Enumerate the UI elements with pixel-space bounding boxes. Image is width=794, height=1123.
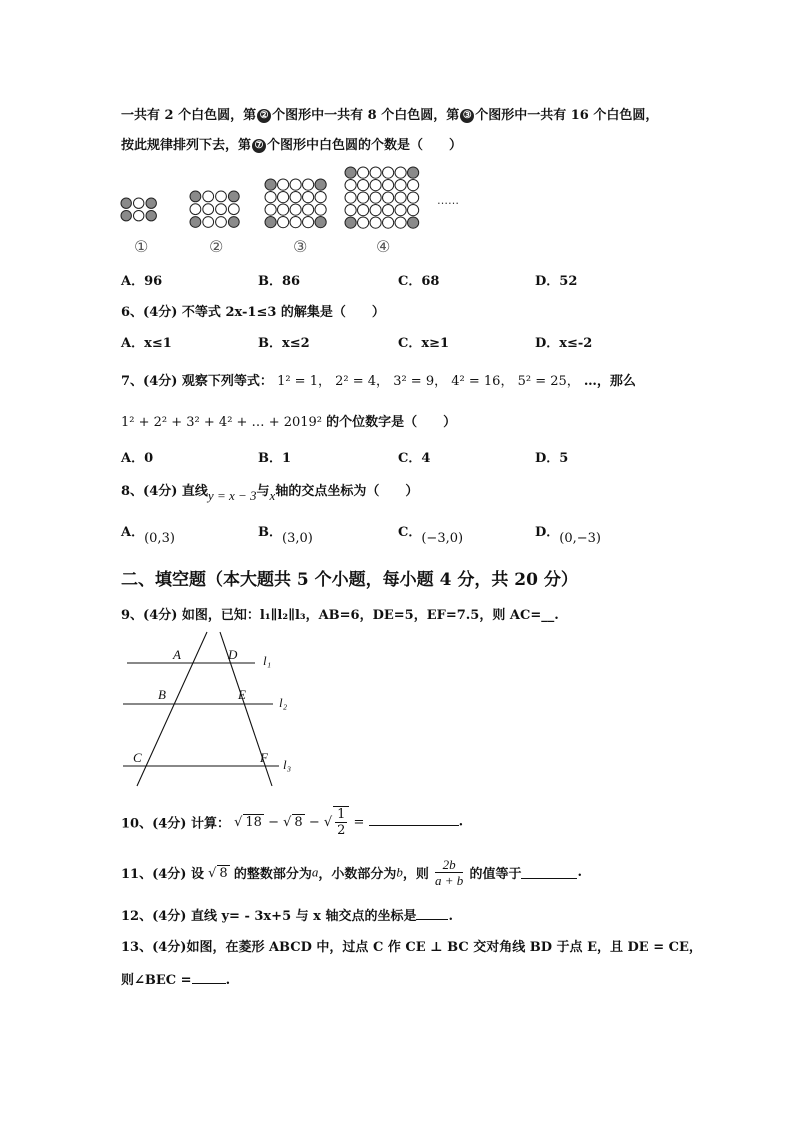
white-circle <box>395 167 406 178</box>
q11-fraction: $\frac{2b}{a + b}$ <box>435 857 464 888</box>
q11-answer-blank[interactable] <box>521 866 577 879</box>
q8-option-a[interactable]: A．(0,3) <box>121 525 175 546</box>
white-circle <box>303 179 314 190</box>
pattern-label-1: ① <box>134 237 149 256</box>
q5-line1: 一共有 2 个白色圆，第 ② 个图形中一共有 8 个白色圆，第 ③ 个图形中一共有 16 个白色圆， <box>121 108 659 123</box>
white-circle <box>408 180 419 191</box>
label-l1: l₁ <box>263 653 272 668</box>
circled-2: ② <box>257 109 271 123</box>
white-circle <box>216 191 227 202</box>
q7-option-c[interactable]: C．4 <box>398 451 431 466</box>
q7-stem: 7、(4分) 观察下列等式： 1² = 1， 2² = 4， 3² = 9， 4² = 16， 5² = 25， …，那么 <box>121 374 636 389</box>
gray-circle <box>265 179 276 190</box>
q6-option-a[interactable]: A．x≤1 <box>121 336 172 351</box>
pattern-2 <box>190 191 239 227</box>
circled-3: ③ <box>460 109 474 123</box>
white-circle <box>290 217 301 228</box>
white-circle <box>203 204 214 215</box>
q13-answer-blank[interactable] <box>192 971 226 984</box>
white-circle <box>203 191 214 202</box>
gray-circle <box>121 211 131 221</box>
white-circle <box>358 205 369 216</box>
white-circle <box>358 167 369 178</box>
white-circle <box>216 217 227 228</box>
white-circle <box>395 180 406 191</box>
white-circle <box>395 192 406 203</box>
q6-option-b[interactable]: B．x≤2 <box>258 336 310 351</box>
q11-stem: 11、(4分) 设 √ 8 的整数部分为a，小数部分为b，则 $\frac{2b}{a + b}$ 的值等于 . <box>121 857 582 888</box>
q10-root-18: 18 <box>245 815 262 830</box>
q13-line2: 则∠BEC = . <box>121 973 231 988</box>
pattern-label-3: ③ <box>293 237 308 256</box>
q8-option-c[interactable]: C．(−3,0) <box>398 525 464 546</box>
white-circle <box>134 198 144 208</box>
white-circle <box>228 204 239 215</box>
white-circle <box>190 204 201 215</box>
label-b: B <box>158 687 166 702</box>
white-circle <box>278 179 289 190</box>
gray-circle <box>345 167 356 178</box>
gray-circle <box>408 217 419 228</box>
white-circle <box>370 217 381 228</box>
q7-option-d[interactable]: D．5 <box>535 451 569 466</box>
white-circle <box>395 217 406 228</box>
gray-circle <box>190 217 201 228</box>
q11-root-8: 8 <box>219 865 228 881</box>
label-d: D <box>228 647 238 662</box>
q12-stem: 12、(4分) 直线 y= - 3x+5 与 x 轴交点的坐标是 . <box>121 909 453 924</box>
section-2-heading: 二、填空题（本大题共 5 个小题，每小题 4 分，共 20 分） <box>121 570 578 590</box>
white-circle <box>290 179 301 190</box>
q7-sum-expr: 1² + 2² + 3² + 4² + … + 2019² <box>121 415 323 430</box>
q6-option-d[interactable]: D．x≤-2 <box>535 336 593 351</box>
white-circle <box>303 204 314 215</box>
label-c: C <box>133 750 142 765</box>
q7-eq-4: 4² = 16 <box>451 374 501 389</box>
q8-option-b[interactable]: B．(3,0) <box>258 525 313 546</box>
white-circle <box>278 204 289 215</box>
label-e: E <box>238 687 246 702</box>
q13-line1: 13、(4分)如图，在菱形 ABCD 中，过点 C 作 CE ⊥ BC 交对角线 BD 于点 E，且 DE = CE， <box>121 940 702 955</box>
white-circle <box>370 180 381 191</box>
white-circle <box>408 192 419 203</box>
q8-expr: y = x − 3 <box>207 488 257 503</box>
q7-sum: 1² + 2² + 3² + 4² + … + 2019² 的个位数字是（ ） <box>121 415 457 430</box>
pattern-3 <box>265 179 326 228</box>
label-l3: l₃ <box>283 757 292 772</box>
circled-7: ⑦ <box>252 139 266 153</box>
white-circle <box>370 205 381 216</box>
white-circle <box>395 205 406 216</box>
white-circle <box>383 217 394 228</box>
white-circle <box>315 204 326 215</box>
white-circle <box>278 192 289 203</box>
gray-circle <box>265 217 276 228</box>
q12-answer-blank[interactable] <box>416 907 448 920</box>
white-circle <box>216 204 227 215</box>
gray-circle <box>345 217 356 228</box>
white-circle <box>358 192 369 203</box>
q5-line2: 按此规律排列下去，第 ⑦ 个图形中白色圆的个数是（ ） <box>121 138 463 153</box>
q7-eq-1: 1² = 1 <box>277 374 318 389</box>
white-circle <box>383 167 394 178</box>
white-circle <box>383 192 394 203</box>
gray-circle <box>408 167 419 178</box>
gray-circle <box>228 217 239 228</box>
white-circle <box>290 204 301 215</box>
white-circle <box>134 211 144 221</box>
white-circle <box>358 217 369 228</box>
gray-circle <box>228 191 239 202</box>
q6-option-c[interactable]: C．x≥1 <box>398 336 450 351</box>
white-circle <box>278 217 289 228</box>
white-circle <box>408 205 419 216</box>
q6-stem: 6、(4分) 不等式 2x-1≤3 的解集是（ ） <box>121 305 385 320</box>
white-circle <box>303 192 314 203</box>
label-l2: l₂ <box>279 695 288 710</box>
q8-option-d[interactable]: D．(0,−3) <box>535 525 601 546</box>
gray-circle <box>315 217 326 228</box>
q10-root-8: 8 <box>294 815 303 830</box>
q5-option-d[interactable]: D．52 <box>535 274 578 289</box>
white-circle <box>290 192 301 203</box>
white-circle <box>303 217 314 228</box>
white-circle <box>345 180 356 191</box>
q10-stem: 10、(4分) 计算： √ 18 − √ 8 − √ $\frac{1}{2}$ = . <box>121 807 464 838</box>
q8-stem: 8、(4分) 直线y = x − 3与x轴的交点坐标为（ ） <box>121 484 419 503</box>
label-f: F <box>260 750 268 765</box>
pattern-1 <box>121 198 156 221</box>
q7-eq-3: 3² = 9 <box>393 374 435 389</box>
circle-pattern-figure <box>115 160 475 260</box>
q10-answer-blank[interactable] <box>369 813 459 826</box>
white-circle <box>265 204 276 215</box>
gray-circle <box>190 191 201 202</box>
gray-circle <box>121 198 131 208</box>
q7-eq-2: 2² = 4 <box>335 374 377 389</box>
q7-eq-5: 5² = 25 <box>517 374 567 389</box>
pattern-4 <box>345 167 419 228</box>
q9-stem: 9、(4分) 如图，已知：l₁∥l₂∥l₃，AB=6，DE=5，EF=7.5，则 AC=__. <box>121 608 559 623</box>
white-circle <box>345 205 356 216</box>
label-a: A <box>173 647 181 662</box>
white-circle <box>345 192 356 203</box>
gray-circle <box>146 211 156 221</box>
q5-option-b[interactable]: B．86 <box>258 274 301 289</box>
white-circle <box>203 217 214 228</box>
gray-circle <box>146 198 156 208</box>
q7-option-b[interactable]: B．1 <box>258 451 292 466</box>
white-circle <box>383 205 394 216</box>
white-circle <box>358 180 369 191</box>
white-circle <box>370 192 381 203</box>
pattern-label-2: ② <box>209 237 224 256</box>
gray-circle <box>315 179 326 190</box>
white-circle <box>315 192 326 203</box>
pattern-ellipsis: …… <box>437 194 459 207</box>
q5-option-a[interactable]: A．96 <box>121 274 163 289</box>
white-circle <box>370 167 381 178</box>
q5-option-c[interactable]: C．68 <box>398 274 440 289</box>
parallel-lines-figure <box>115 628 305 790</box>
white-circle <box>265 192 276 203</box>
q7-eq-tail: …，那么 <box>583 374 636 389</box>
transversal-abc <box>137 632 207 786</box>
pattern-label-4: ④ <box>376 237 391 256</box>
white-circle <box>383 180 394 191</box>
q7-option-a[interactable]: A．0 <box>121 451 154 466</box>
